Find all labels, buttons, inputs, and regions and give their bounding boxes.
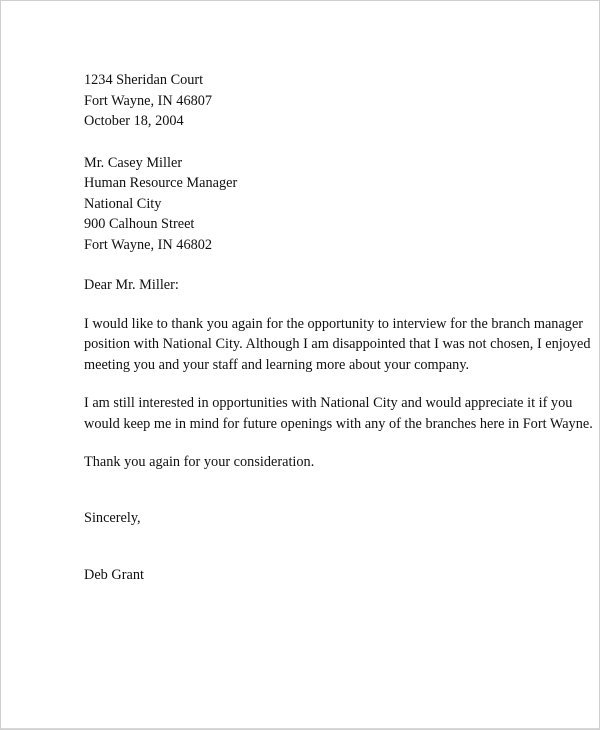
salutation: Dear Mr. Miller:: [84, 277, 179, 293]
letter-body: [84, 70, 593, 586]
paragraph-line: I would like to thank you again for the opportunity to interview for the branch manager: [84, 315, 584, 332]
paragraph-interest: [84, 393, 593, 434]
paragraph-line: meeting you and your staff and learning more about your company.: [84, 356, 470, 373]
recipient-company: National City: [84, 195, 162, 212]
paragraph-line: I am still interested in opportunities with National City and would appreciate it if you: [84, 395, 573, 411]
paragraph-closing-thanks: [84, 452, 554, 473]
paragraph-line: position with National City. Although I am disappointed that I was not chosen, I enjoyed: [84, 336, 591, 352]
paragraph-line: Thank you again for your consideration.: [84, 454, 315, 470]
recipient-name: Mr. Casey Miller: [84, 154, 183, 171]
paragraph-line: would keep me in mind for future openings with any of the branches here in Fort Wayne.: [84, 415, 593, 432]
paragraph-thanks: [84, 314, 591, 376]
recipient-street: 900 Calhoun Street: [84, 216, 195, 232]
closing: Sincerely,: [84, 509, 141, 526]
sender-street: 1234 Sheridan Court: [84, 72, 204, 88]
letter-date: October 18, 2004: [84, 113, 184, 129]
recipient-title: Human Resource Manager: [84, 175, 238, 191]
recipient-address: [84, 153, 554, 256]
sender-address: [84, 70, 554, 132]
sender-city-state-zip: Fort Wayne, IN 46807: [84, 92, 213, 109]
recipient-city-state-zip: Fort Wayne, IN 46802: [84, 236, 213, 253]
signature-name: Deb Grant: [84, 567, 144, 583]
